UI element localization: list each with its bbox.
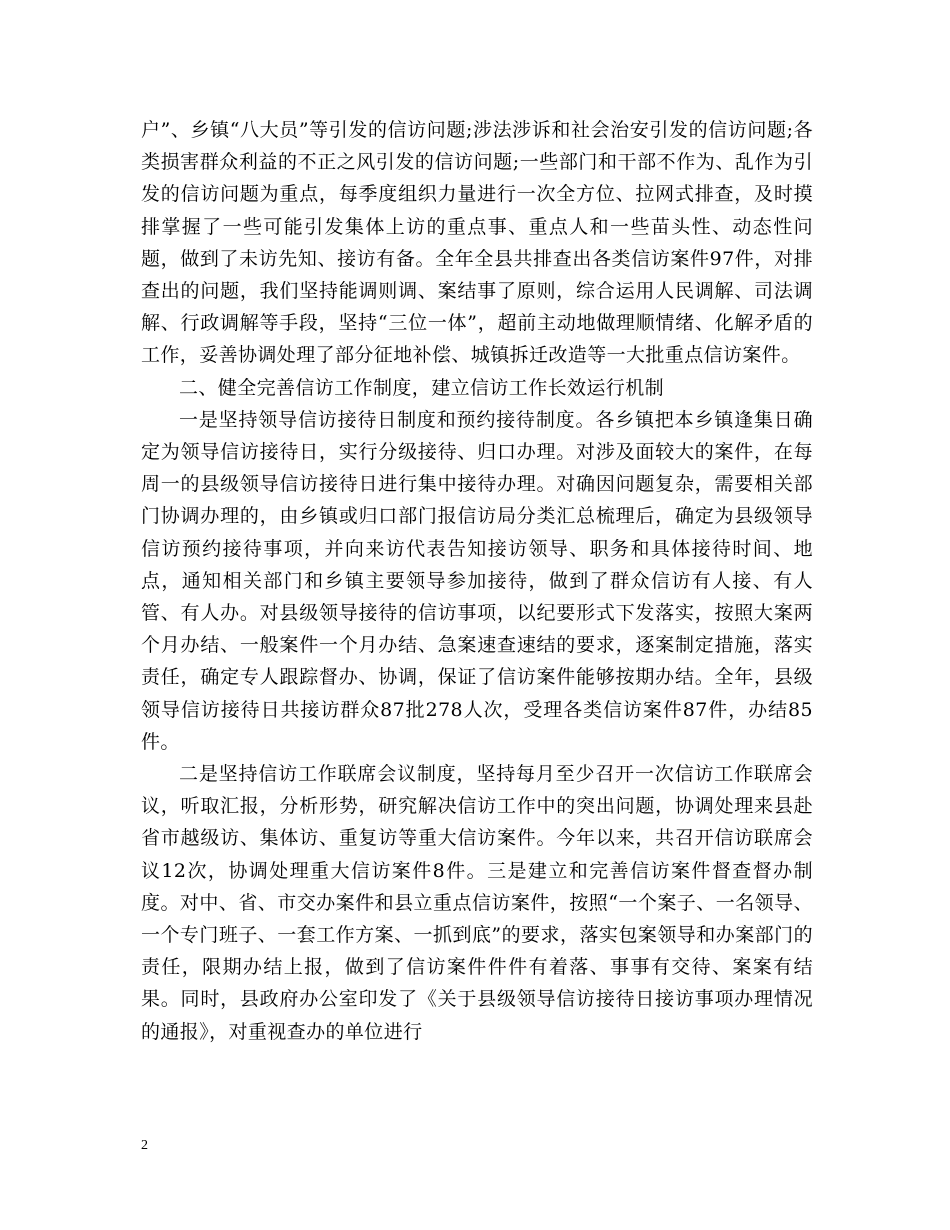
paragraph-continuation: 户”、乡镇“八大员”等引发的信访问题;涉法涉诉和社会治安引发的信访问题;各类损害群众利益的不正之风引发的信访问题;一些部门和干部不作为、乱作为引发的信访问题为重点，每季度组织力量进行一次全方位、拉网式排查，及时摸排掌握了一些可能引发集体上访的重点事、重点人和一些苗头性、动态性问题，做到了未访先知、接访有备。全年全县共排查出各类信访案件97件，对排查出的问题，我们坚持能调则调、案结事了原则，综合运用人民调解、司法调解、行政调解等手段，坚持“三位一体”，超前主动地做理顺情绪、化解矛盾的工作，妥善协调处理了部分征地补偿、城镇拆迁改造等一大批重点信访案件。	[141, 119, 813, 367]
paragraph-joint-meeting: 二是坚持信访工作联席会议制度，坚持每月至少召开一次信访工作联席会议，听取汇报，分析形势，研究解决信访工作中的突出问题，协调处理来县赴省市越级访、集体访、重复访等重大信访案件。今年以来，共召开信访联席会议12次，协调处理重大信访案件8件。三是建立和完善信访案件督查督办制度。对中、省、市交办案件和县立重点信访案件，按照“一个案子、一名领导、一个专门班子、一套工作方案、一抓到底”的要求，落实包案领导和办案部门的责任，限期办结上报，做到了信访案件件件有着落、事事有交待、案案有结果。同时，县政府办公室印发了《关于县级领导信访接待日接访事项办理情况的通报》，对重视查办的单位进行	[141, 763, 813, 1043]
paragraph-reception-day: 一是坚持领导信访接待日制度和预约接待制度。各乡镇把本乡镇逢集日确定为领导信访接待日，实行分级接待、归口办理。对涉及面较大的案件，在每周一的县级领导信访接待日进行集中接待办理。对确因问题复杂，需要相关部门协调办理的，由乡镇或归口部门报信访局分类汇总梳理后，确定为县级领导信访预约接待事项，并向来访代表告知接访领导、职务和具体接待时间、地点，通知相关部门和乡镇主要领导参加接待，做到了群众信访有人接、有人管、有人办。对县级领导接待的信访事项，以纪要形式下发落实，按照大案两个月办结、一般案件一个月办结、急案速查速结的要求，逐案制定措施，落实责任，确定专人跟踪督办、协调，保证了信访案件能够按期办结。全年，县级领导信访接待日共接访群众87批278人次，受理各类信访案件87件，办结85件。	[141, 408, 813, 753]
section-heading: 二、健全完善信访工作制度，建立信访工作长效运行机制	[179, 376, 665, 399]
document-body	[141, 114, 813, 1048]
page-number: 2	[141, 1138, 148, 1153]
